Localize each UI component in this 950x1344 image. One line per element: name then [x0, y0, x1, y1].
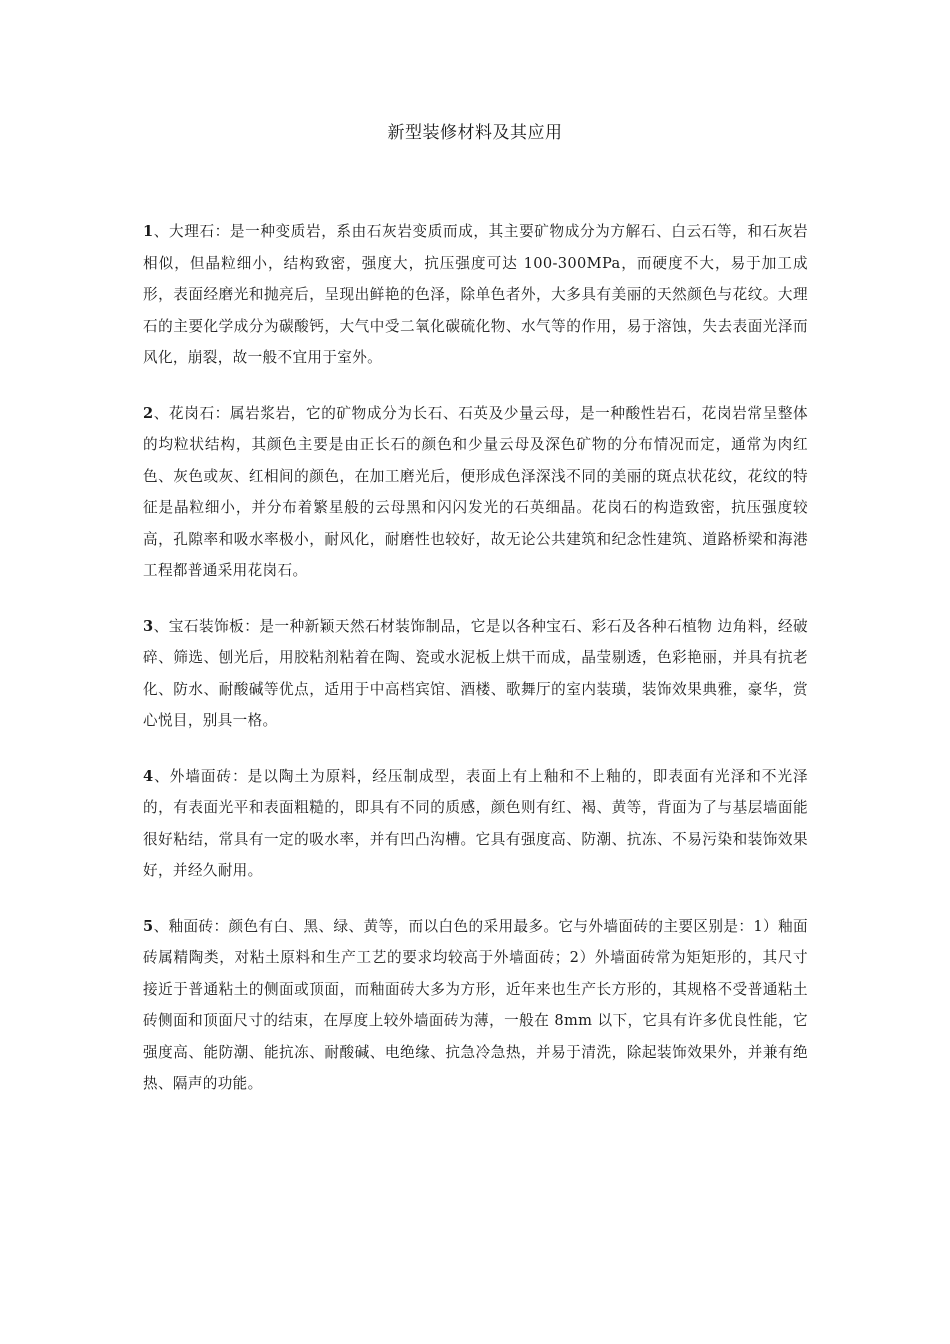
- paragraph-number: 2: [143, 404, 154, 422]
- paragraph-exterior-tile: [143, 761, 808, 887]
- paragraph-number: 3: [143, 617, 154, 635]
- paragraph-marble: [143, 216, 808, 374]
- paragraph-text: 、釉面砖：颜色有白、黑、绿、黄等，而以白色的采用最多。它与外墙面砖的主要区别是：1）釉面砖属精陶类，对粘土原料和生产工艺的要求均较高于外墙面砖；2）外墙面砖常为矩矩形的，其尺寸接近于普通粘土的侧面或顶面，而釉面砖大多为方形，近年来也生产长方形的，其规格不受普通粘土砖侧面和顶面尺寸的结束，在厚度上较外墙面砖为薄，一般在 8mm 以下，它具有许多优良性能，它强度高、能防潮、能抗冻、耐酸碱、电绝缘、抗急冷急热，并易于清洗，除起装饰效果外，并兼有绝热、隔声的功能。: [143, 917, 808, 1092]
- paragraph-number: 1: [143, 223, 154, 240]
- document-title: 新型装修材料及其应用: [387, 123, 563, 143]
- paragraph-text: 、花岗石：属岩浆岩，它的矿物成分为长石、石英及少量云母，是一种酸性岩石，花岗岩常呈整体的均粒状结构，其颜色主要是由正长石的颜色和少量云母及深色矿物的分布情况而定，通常为肉红色、灰色或灰、红相间的颜色，在加工磨光后，便形成色泽深浅不同的美丽的斑点状花纹，花纹的特征是晶粒细小，并分布着繁星般的云母黑和闪闪发光的石英细晶。花岗石的构造致密，抗压强度较高，孔隙率和吸水率极小，耐风化，耐磨性也较好，故无论公共建筑和纪念性建筑、道路桥梁和海港工程都普通采用花岗石。: [143, 404, 808, 579]
- paragraph-text: 、外墙面砖：是以陶土为原料，经压制成型，表面上有上釉和不上釉的，即表面有光泽和不光泽的，有表面光平和表面粗糙的，即具有不同的质感，颜色则有红、褐、黄等，背面为了与基层墙面能很好粘结，常具有一定的吸水率，并有凹凸沟槽。它具有强度高、防潮、抗冻、不易污染和装饰效果好，并经久耐用。: [143, 767, 808, 879]
- paragraph-text: 、大理石：是一种变质岩，系由石灰岩变质而成，其主要矿物成分为方解石、白云石等，和石灰岩相似，但晶粒细小，结构致密，强度大，抗压强度可达 100-300MPa，而硬度不大，易于加工成形，表面经磨光和抛亮后，呈现出鲜艳的色泽，除单色者外，大多具有美丽的天然颜色与花纹。大理石的主要化学成分为碳酸钙，大气中受二氧化碳硫化物、水气等的作用，易于溶蚀，失去表面光泽而风化，崩裂，故一般不宜用于室外。: [143, 223, 808, 366]
- paragraph-gem-panel: [143, 611, 808, 737]
- paragraph-number: 5: [143, 917, 154, 935]
- paragraph-granite: [143, 398, 808, 587]
- paragraph-number: 4: [143, 767, 154, 785]
- paragraph-glazed-tile: [143, 911, 808, 1100]
- paragraph-text: 、宝石装饰板：是一种新颖天然石材装饰制品，它是以各种宝石、彩石及各种石植物 边角料，经破碎、筛选、刨光后，用胶粘剂粘着在陶、瓷或水泥板上烘干而成，晶莹剔透，色彩艳丽，并具有抗老化、防水、耐酸碱等优点，适用于中高档宾馆、酒楼、歌舞厅的室内装璜，装饰效果典雅，豪华，赏心悦目，别具一格。: [143, 617, 808, 729]
- document-body: [143, 216, 808, 1124]
